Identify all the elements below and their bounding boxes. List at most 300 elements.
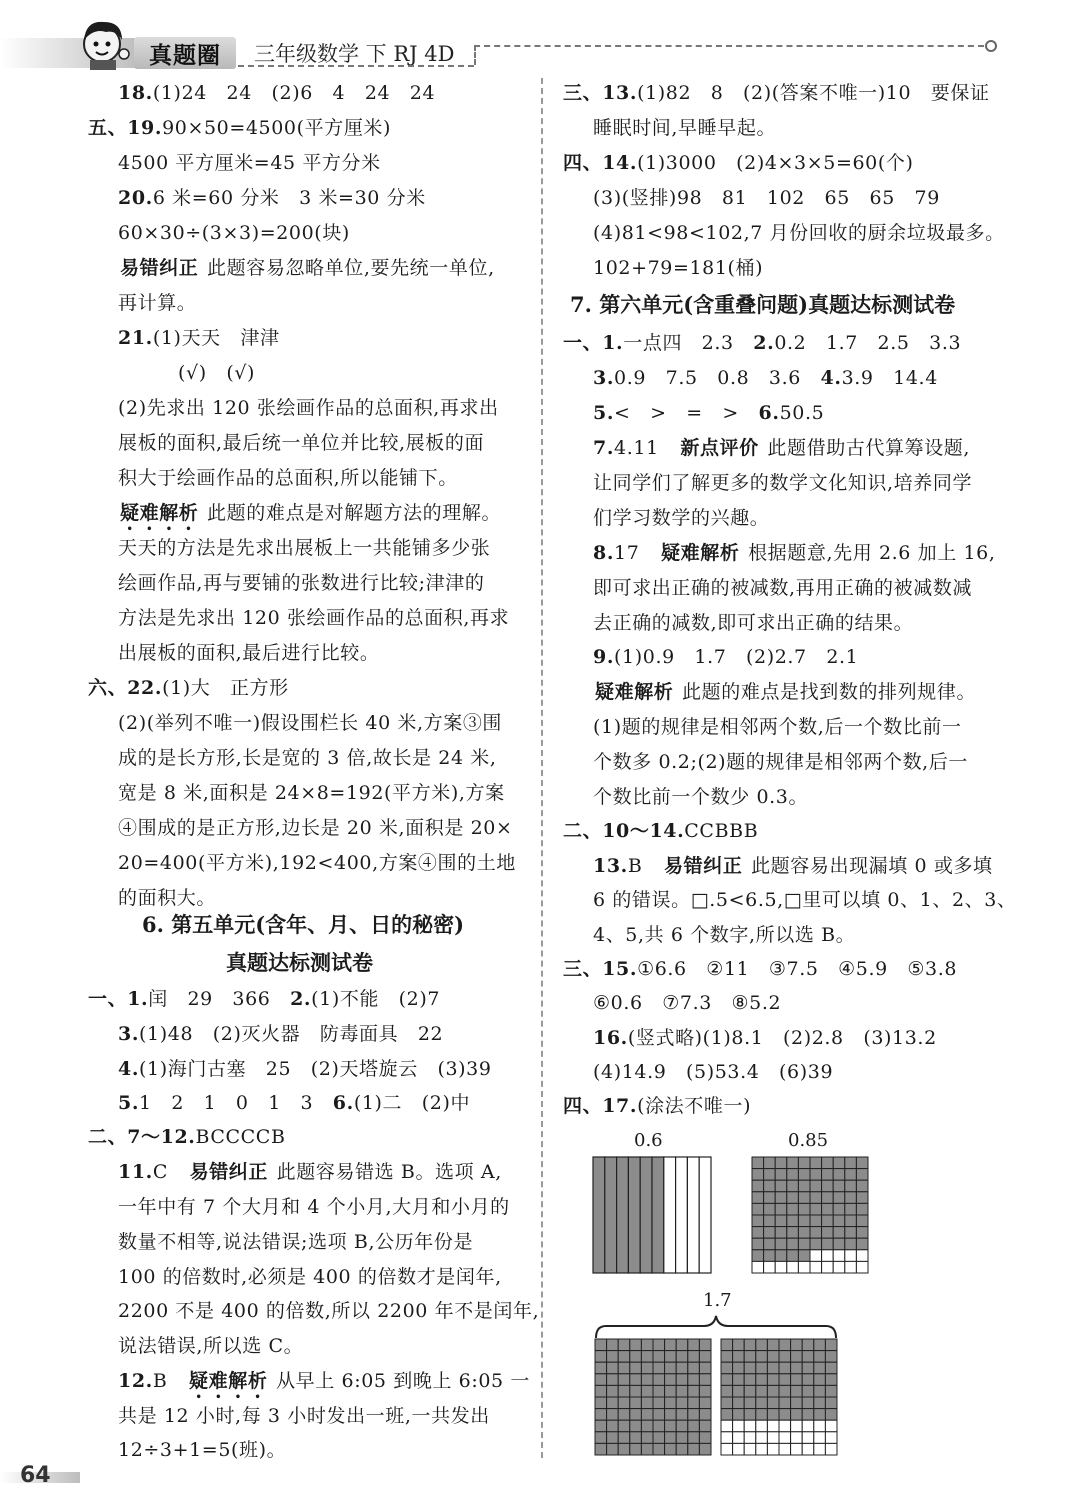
- grid-0-85-cell: [775, 1250, 787, 1262]
- grid-1-7-whole-cell: [653, 1409, 665, 1421]
- s6-answer-q11-line2: 一年中有 7 个大月和 4 个小月,大月和小月的: [118, 1196, 510, 1218]
- grid-0-85-cell: [845, 1192, 857, 1204]
- grid-1-7-whole-cell: [676, 1385, 688, 1397]
- grid-0-85-cell: [787, 1157, 799, 1169]
- book-title: 三年级数学 下 RJ 4D: [254, 42, 455, 66]
- note-q21-line5: 出展板的面积,最后进行比较。: [118, 642, 380, 664]
- grid-1-7-whole-cell: [653, 1374, 665, 1386]
- s6-answer-q11-line3: 数量不相等,说法错误;选项 B,公历年份是: [118, 1231, 474, 1253]
- grid-1-7-whole-cell: [630, 1432, 642, 1444]
- grid-0-85-cell: [752, 1157, 764, 1169]
- grid-1-7-whole-cell: [607, 1339, 619, 1351]
- grid-0-85-cell: [845, 1250, 857, 1262]
- grid-0-85-cell: [810, 1238, 822, 1250]
- grid-0-85-cell: [845, 1227, 857, 1239]
- grid-0-85-cell: [764, 1261, 776, 1273]
- grid-0-85-cell: [798, 1227, 810, 1239]
- grid-1-7-whole-cell: [618, 1339, 630, 1351]
- grid-1-7-whole-cell: [688, 1351, 700, 1363]
- grid-0-85-cell: [764, 1227, 776, 1239]
- grid-0-85-cell: [787, 1203, 799, 1215]
- grid-0-85-cell: [810, 1180, 822, 1192]
- s6-answer-q1: 一、1.闰 29 366 2.(1)不能 (2)7: [88, 988, 441, 1010]
- grid-0-85-cell: [775, 1203, 787, 1215]
- grid-1-7-whole-cell: [595, 1397, 607, 1409]
- grid-0-85-cell: [833, 1192, 845, 1204]
- grid-1-7-part-cell: [825, 1351, 837, 1363]
- s6-answer-q12-line3: 12÷3+1=5(班)。: [118, 1439, 287, 1461]
- grid-0-85-cell: [764, 1180, 776, 1192]
- grid-0-85-cell: [810, 1227, 822, 1239]
- grid-1-7-part-cell: [791, 1443, 803, 1455]
- grid-1-7-part-cell: [791, 1385, 803, 1397]
- grid-1-7-whole-cell: [688, 1339, 700, 1351]
- grid-1-7-whole-cell: [653, 1351, 665, 1363]
- s7-answer-q8: 8.17 疑难解析 根据题意,先用 2.6 加上 16,: [593, 542, 996, 564]
- grid-0-85-cell: [775, 1157, 787, 1169]
- grid-0-85-cell: [764, 1215, 776, 1227]
- s7-answer-q7-line3: 们学习数学的兴趣。: [593, 507, 770, 529]
- answer-q22-line5: ④围成的是正方形,边长是 20 米,面积是 20×: [118, 817, 513, 839]
- grid-1-7-whole-cell: [618, 1385, 630, 1397]
- grid-1-7-whole-cell: [607, 1374, 619, 1386]
- grid-1-7-whole-cell: [607, 1351, 619, 1363]
- grid-1-7-whole-cell: [618, 1432, 630, 1444]
- grid-1-7-part-cell: [791, 1374, 803, 1386]
- section7-title: 7. 第六单元(含重叠问题)真题达标测试卷: [570, 292, 956, 317]
- grid-0-85-cell: [787, 1238, 799, 1250]
- grid-1-7-part-cell: [767, 1362, 779, 1374]
- grid-1-7-part-cell: [825, 1432, 837, 1444]
- grid-1-7-whole-cell: [607, 1409, 619, 1421]
- s7-answer-q3: 3.0.9 7.5 0.8 3.6 4.3.9 14.4: [593, 367, 938, 389]
- grid-0-85-cell: [856, 1203, 868, 1215]
- grid-1-7-whole-cell: [699, 1397, 711, 1409]
- grid-0-85-cell: [775, 1192, 787, 1204]
- grid-1-7-whole-cell: [641, 1351, 653, 1363]
- grid-1-7-part-cell: [721, 1339, 733, 1351]
- answer-q14-line3: (4)81<98<102,7 月份回收的厨余垃圾最多。: [593, 222, 1005, 244]
- header-rule-tick: [474, 45, 476, 65]
- grid-1-7-whole-cell: [676, 1374, 688, 1386]
- grid-0-85-cell: [810, 1203, 822, 1215]
- grid-0-85-cell: [764, 1250, 776, 1262]
- grid-1-7-part-cell: [756, 1420, 768, 1432]
- grid-1-7-part-cell: [721, 1397, 733, 1409]
- grid-1-7-part-cell: [721, 1351, 733, 1363]
- answer-q22-line4: 宽是 8 米,面积是 24×8=192(平方米),方案: [118, 782, 505, 804]
- grid-1-7-part-cell: [767, 1374, 779, 1386]
- grid-0-85-cell: [856, 1157, 868, 1169]
- grid-1-7-whole-cell: [676, 1409, 688, 1421]
- grid-0-85-cell: [856, 1180, 868, 1192]
- grid-0-6-column: [617, 1157, 629, 1273]
- grid-1-7-part-cell: [733, 1362, 745, 1374]
- grid-1-7-part-cell: [744, 1443, 756, 1455]
- grid-0-85-cell: [833, 1250, 845, 1262]
- grid-1-7-whole-cell: [607, 1362, 619, 1374]
- grid-1-7-whole-cell: [595, 1385, 607, 1397]
- grid-0-6-column: [640, 1157, 652, 1273]
- grid-1-7-part-cell: [779, 1420, 791, 1432]
- grid-0-85-cell: [787, 1261, 799, 1273]
- grid-1-7-part-cell: [791, 1351, 803, 1363]
- s7-answer-q17: 四、17.(涂法不唯一): [563, 1095, 752, 1117]
- grid-1-7-part-cell: [825, 1397, 837, 1409]
- grid-0-85-cell: [787, 1227, 799, 1239]
- grid-1-7-whole-cell: [688, 1432, 700, 1444]
- grid-1-7-part-cell: [814, 1351, 826, 1363]
- grid-0-85-cell: [752, 1238, 764, 1250]
- grid-1-7-whole-cell: [676, 1351, 688, 1363]
- grid-0-85-cell: [798, 1215, 810, 1227]
- header-rule: [238, 65, 474, 67]
- grid-0-85-cell: [833, 1238, 845, 1250]
- s7-answer-q1: 一、1.一点四 2.3 2.0.2 1.7 2.5 3.3: [563, 332, 962, 354]
- grid-1-7-whole-cell: [618, 1420, 630, 1432]
- grid-0-85-cell: [856, 1169, 868, 1181]
- grid-1-7-part-cell: [779, 1351, 791, 1363]
- grid-1-7-whole-cell: [688, 1362, 700, 1374]
- fig-grid-1-7-whole: [594, 1338, 712, 1456]
- grid-1-7-whole-cell: [665, 1362, 677, 1374]
- grid-1-7-whole-cell: [665, 1339, 677, 1351]
- grid-0-85-cell: [775, 1215, 787, 1227]
- note-q20-line2: 再计算。: [118, 292, 197, 314]
- grid-1-7-part-cell: [744, 1397, 756, 1409]
- grid-0-85-cell: [787, 1215, 799, 1227]
- grid-0-6-column: [593, 1157, 605, 1273]
- grid-0-85-cell: [833, 1261, 845, 1273]
- grid-1-7-whole-cell: [676, 1443, 688, 1455]
- grid-0-6-column: [664, 1157, 676, 1273]
- grid-1-7-part-cell: [744, 1385, 756, 1397]
- mascot-avatar-icon: [76, 14, 132, 70]
- grid-1-7-part-cell: [744, 1351, 756, 1363]
- grid-0-85-cell: [752, 1169, 764, 1181]
- grid-1-7-part-cell: [767, 1339, 779, 1351]
- grid-0-85-cell: [798, 1192, 810, 1204]
- grid-1-7-whole-cell: [665, 1443, 677, 1455]
- s7-note-q9: 疑难解析 此题的难点是找到数的排列规律。: [595, 681, 977, 703]
- grid-1-7-whole-cell: [630, 1443, 642, 1455]
- grid-0-85-cell: [798, 1157, 810, 1169]
- grid-0-6-column: [605, 1157, 617, 1273]
- grid-1-7-whole-cell: [688, 1420, 700, 1432]
- grid-0-85-cell: [822, 1180, 834, 1192]
- grid-1-7-whole-cell: [595, 1432, 607, 1444]
- fig-grid-0-6: [592, 1156, 712, 1274]
- grid-1-7-part-cell: [767, 1351, 779, 1363]
- answer-q19-line2: 4500 平方厘米=45 平方分米: [118, 152, 381, 174]
- grid-1-7-part-cell: [802, 1432, 814, 1444]
- answer-q22-line7: 的面积大。: [118, 887, 217, 909]
- grid-1-7-whole-cell: [595, 1443, 607, 1455]
- grid-1-7-whole-cell: [630, 1385, 642, 1397]
- answer-q20: 20.6 米=60 分米 3 米=30 分米: [118, 187, 426, 209]
- answer-q20-line2: 60×30÷(3×3)=200(块): [118, 222, 350, 244]
- grid-1-7-whole-cell: [653, 1443, 665, 1455]
- grid-1-7-whole-cell: [665, 1409, 677, 1421]
- s7-answer-q13-line3: 4、5,共 6 个数字,所以选 B。: [593, 924, 856, 946]
- grid-1-7-part-cell: [733, 1374, 745, 1386]
- grid-1-7-part-cell: [814, 1339, 826, 1351]
- header-end-circle-icon: [985, 40, 997, 52]
- grid-1-7-whole-cell: [699, 1385, 711, 1397]
- grid-1-7-part-cell: [791, 1397, 803, 1409]
- grid-1-7-whole-cell: [641, 1420, 653, 1432]
- grid-1-7-part-cell: [791, 1362, 803, 1374]
- grid-0-85-cell: [856, 1215, 868, 1227]
- grid-0-85-cell: [822, 1157, 834, 1169]
- grid-1-7-whole-cell: [665, 1374, 677, 1386]
- grid-1-7-whole-cell: [630, 1339, 642, 1351]
- section6-title: 6. 第五单元(含年、月、日的秘密): [142, 912, 465, 937]
- answer-q21-line3: 展板的面积,最后统一单位并比较,展板的面: [118, 432, 485, 454]
- grid-1-7-part-cell: [779, 1432, 791, 1444]
- grid-1-7-part-cell: [733, 1339, 745, 1351]
- grid-0-85-cell: [833, 1180, 845, 1192]
- answer-q22-line3: 成的是长方形,长是宽的 3 倍,故长是 24 米,: [118, 747, 497, 769]
- grid-1-7-whole-cell: [676, 1362, 688, 1374]
- grid-1-7-part-cell: [825, 1420, 837, 1432]
- grid-1-7-part-cell: [756, 1443, 768, 1455]
- s7-answer-q5: 5.< > = > 6.50.5: [593, 402, 825, 424]
- grid-0-85-cell: [752, 1192, 764, 1204]
- grid-1-7-whole-cell: [630, 1409, 642, 1421]
- grid-1-7-whole-cell: [699, 1374, 711, 1386]
- grid-1-7-whole-cell: [699, 1362, 711, 1374]
- s6-answer-q12: 12.B 疑难解析 从早上 6:05 到晚上 6:05 一: [118, 1370, 530, 1392]
- grid-1-7-whole-cell: [595, 1351, 607, 1363]
- grid-1-7-part-cell: [733, 1351, 745, 1363]
- grid-1-7-part-cell: [767, 1432, 779, 1444]
- grid-1-7-whole-cell: [688, 1409, 700, 1421]
- grid-0-85-cell: [787, 1180, 799, 1192]
- grid-0-85-cell: [845, 1238, 857, 1250]
- grid-1-7-whole-cell: [641, 1374, 653, 1386]
- grid-1-7-part-cell: [825, 1385, 837, 1397]
- grid-1-7-part-cell: [756, 1351, 768, 1363]
- grid-1-7-part-cell: [733, 1409, 745, 1421]
- grid-1-7-part-cell: [802, 1351, 814, 1363]
- answer-q18: 18.(1)24 24 (2)6 4 24 24: [118, 82, 436, 104]
- s7-note-q9-line3: 个数多 0.2;(2)题的规律是相邻两个数,后一: [593, 751, 969, 773]
- grid-1-7-whole-cell: [699, 1409, 711, 1421]
- grid-0-6-column: [687, 1157, 699, 1273]
- grid-1-7-whole-cell: [607, 1397, 619, 1409]
- grid-0-85-cell: [798, 1169, 810, 1181]
- grid-1-7-part-cell: [767, 1420, 779, 1432]
- grid-1-7-part-cell: [756, 1374, 768, 1386]
- grid-0-85-cell: [764, 1157, 776, 1169]
- grid-1-7-whole-cell: [618, 1374, 630, 1386]
- grid-1-7-part-cell: [825, 1374, 837, 1386]
- grid-0-85-cell: [845, 1203, 857, 1215]
- grid-0-85-cell: [764, 1203, 776, 1215]
- section6-subtitle: 真题达标测试卷: [226, 950, 373, 975]
- grid-1-7-part-cell: [733, 1420, 745, 1432]
- grid-0-85-cell: [752, 1215, 764, 1227]
- grid-0-6-column: [699, 1157, 711, 1273]
- s7-answer-q7: 7.4.11 新点评价 此题借助古代算筹设题,: [593, 437, 971, 459]
- grid-1-7-whole-cell: [688, 1443, 700, 1455]
- grid-0-85-cell: [822, 1227, 834, 1239]
- grid-1-7-part-cell: [779, 1397, 791, 1409]
- grid-1-7-whole-cell: [641, 1409, 653, 1421]
- s7-answer-q15-line2: ⑥0.6 ⑦7.3 ⑧5.2: [593, 992, 782, 1014]
- grid-1-7-part-cell: [802, 1409, 814, 1421]
- answer-q14-line4: 102+79=181(桶): [593, 257, 764, 279]
- grid-1-7-part-cell: [791, 1409, 803, 1421]
- s6-answer-q4: 4.(1)海门古塞 25 (2)天塔旋云 (3)39: [118, 1058, 492, 1080]
- s7-answer-q8-line3: 去正确的减数,即可求出正确的结果。: [593, 612, 914, 634]
- grid-1-7-part-cell: [744, 1420, 756, 1432]
- grid-1-7-whole-cell: [607, 1385, 619, 1397]
- s6-answer-q11-line5: 2200 不是 400 的倍数,所以 2200 年不是闰年,: [118, 1300, 540, 1322]
- grid-1-7-whole-cell: [607, 1420, 619, 1432]
- answer-q21-line2: (2)先求出 120 张绘画作品的总面积,再求出: [118, 397, 499, 419]
- note-q21-line3: 绘画作品,再与要铺的张数进行比较;津津的: [118, 572, 485, 594]
- grid-1-7-whole-cell: [699, 1432, 711, 1444]
- answer-q14-line2: (3)(竖排)98 81 102 65 65 79: [593, 187, 940, 209]
- grid-0-85-cell: [810, 1261, 822, 1273]
- grid-1-7-part-cell: [721, 1374, 733, 1386]
- grid-1-7-part-cell: [767, 1409, 779, 1421]
- grid-0-85-cell: [798, 1203, 810, 1215]
- grid-0-85-cell: [810, 1215, 822, 1227]
- grid-0-85-cell: [856, 1227, 868, 1239]
- grid-0-85-cell: [822, 1238, 834, 1250]
- grid-1-7-part-cell: [825, 1409, 837, 1421]
- grid-1-7-whole-cell: [665, 1432, 677, 1444]
- grid-1-7-part-cell: [733, 1443, 745, 1455]
- answer-q21: 21.(1)天天 津津: [118, 327, 280, 349]
- grid-1-7-whole-cell: [653, 1420, 665, 1432]
- grid-1-7-part-cell: [744, 1374, 756, 1386]
- grid-0-85-cell: [810, 1169, 822, 1181]
- grid-0-85-cell: [798, 1261, 810, 1273]
- grid-1-7-part-cell: [814, 1397, 826, 1409]
- grid-1-7-part-cell: [802, 1443, 814, 1455]
- grid-1-7-part-cell: [733, 1385, 745, 1397]
- grid-1-7-part-cell: [814, 1385, 826, 1397]
- note-q20: 易错纠正 此题容易忽略单位,要先统一单位,: [120, 257, 495, 279]
- grid-0-85-cell: [833, 1169, 845, 1181]
- grid-1-7-part-cell: [756, 1362, 768, 1374]
- grid-1-7-whole-cell: [699, 1351, 711, 1363]
- header-rule-right: [474, 45, 984, 47]
- grid-1-7-whole-cell: [618, 1362, 630, 1374]
- grid-0-85-cell: [856, 1238, 868, 1250]
- grid-0-85-cell: [856, 1261, 868, 1273]
- grid-0-85-cell: [798, 1250, 810, 1262]
- s6-answer-q12-line2: 共是 12 小时,每 3 小时发出一班,一共发出: [118, 1405, 490, 1427]
- grid-0-85-cell: [775, 1169, 787, 1181]
- grid-1-7-part-cell: [756, 1339, 768, 1351]
- grid-0-85-cell: [856, 1192, 868, 1204]
- grid-1-7-part-cell: [802, 1374, 814, 1386]
- grid-1-7-whole-cell: [595, 1339, 607, 1351]
- grid-0-85-cell: [775, 1238, 787, 1250]
- grid-1-7-whole-cell: [676, 1339, 688, 1351]
- grid-0-85-cell: [752, 1227, 764, 1239]
- grid-1-7-part-cell: [814, 1374, 826, 1386]
- grid-1-7-whole-cell: [676, 1420, 688, 1432]
- note-q21-line2: 天天的方法是先求出展板上一共能铺多少张: [118, 537, 491, 559]
- grid-1-7-whole-cell: [618, 1351, 630, 1363]
- grid-0-85-cell: [833, 1203, 845, 1215]
- s6-answer-q5: 5.1 2 1 0 1 3 6.(1)二 (2)中: [118, 1092, 471, 1114]
- answer-q21-line4: 积大于绘画作品的总面积,所以能铺下。: [118, 467, 458, 489]
- grid-0-85-cell: [787, 1169, 799, 1181]
- grid-1-7-part-cell: [779, 1385, 791, 1397]
- grid-1-7-part-cell: [721, 1362, 733, 1374]
- grid-0-85-cell: [798, 1180, 810, 1192]
- grid-0-85-cell: [764, 1238, 776, 1250]
- grid-1-7-part-cell: [802, 1420, 814, 1432]
- grid-1-7-part-cell: [756, 1409, 768, 1421]
- grid-1-7-part-cell: [733, 1397, 745, 1409]
- grid-1-7-whole-cell: [676, 1432, 688, 1444]
- grid-1-7-part-cell: [779, 1443, 791, 1455]
- s7-answer-q7-line2: 让同学们了解更多的数学文化知识,培养同学: [593, 472, 973, 494]
- s7-answer-q15: 三、15.①6.6 ②11 ③7.5 ④5.9 ⑤3.8: [563, 958, 958, 980]
- grid-1-7-part-cell: [721, 1385, 733, 1397]
- grid-0-85-cell: [845, 1169, 857, 1181]
- fig-label-1-7: 1.7: [703, 1290, 732, 1311]
- grid-1-7-part-cell: [814, 1362, 826, 1374]
- grid-0-85-cell: [833, 1157, 845, 1169]
- s6-answer-q7-12: 二、7～12.BCCCCB: [88, 1126, 286, 1148]
- grid-1-7-part-cell: [721, 1420, 733, 1432]
- grid-1-7-whole-cell: [699, 1339, 711, 1351]
- grid-0-85-cell: [822, 1192, 834, 1204]
- grid-1-7-part-cell: [744, 1432, 756, 1444]
- grid-1-7-part-cell: [814, 1443, 826, 1455]
- grid-1-7-whole-cell: [665, 1420, 677, 1432]
- s7-note-q9-line2: (1)题的规律是相邻两个数,后一个数比前一: [593, 716, 962, 738]
- grid-0-6-column: [628, 1157, 640, 1273]
- grid-0-85-cell: [845, 1215, 857, 1227]
- grid-0-85-cell: [810, 1192, 822, 1204]
- grid-0-6-column: [676, 1157, 688, 1273]
- grid-1-7-part-cell: [791, 1432, 803, 1444]
- grid-1-7-part-cell: [791, 1420, 803, 1432]
- grid-1-7-whole-cell: [641, 1432, 653, 1444]
- grid-1-7-whole-cell: [607, 1432, 619, 1444]
- brand-label: 真题圈: [134, 37, 236, 69]
- grid-0-85-cell: [775, 1227, 787, 1239]
- grid-0-85-cell: [822, 1169, 834, 1181]
- fig-label-0-85: 0.85: [788, 1130, 829, 1151]
- grid-0-85-cell: [833, 1227, 845, 1239]
- grid-0-85-cell: [752, 1180, 764, 1192]
- grid-1-7-whole-cell: [653, 1362, 665, 1374]
- grid-1-7-part-cell: [802, 1339, 814, 1351]
- grid-0-85-cell: [810, 1157, 822, 1169]
- answer-q14: 四、14.(1)3000 (2)4×3×5=60(个): [563, 152, 914, 174]
- grid-1-7-whole-cell: [630, 1362, 642, 1374]
- grid-1-7-whole-cell: [665, 1385, 677, 1397]
- grid-1-7-part-cell: [733, 1432, 745, 1444]
- s6-answer-q11: 11.C 易错纠正 此题容易错选 B。选项 A,: [118, 1161, 502, 1183]
- s7-answer-q10-14: 二、10～14.CCBBB: [563, 820, 759, 842]
- grid-1-7-part-cell: [767, 1443, 779, 1455]
- s6-answer-q11-line4: 100 的倍数时,必须是 400 的倍数才是闰年,: [118, 1266, 502, 1288]
- grid-1-7-part-cell: [825, 1443, 837, 1455]
- grid-1-7-whole-cell: [595, 1420, 607, 1432]
